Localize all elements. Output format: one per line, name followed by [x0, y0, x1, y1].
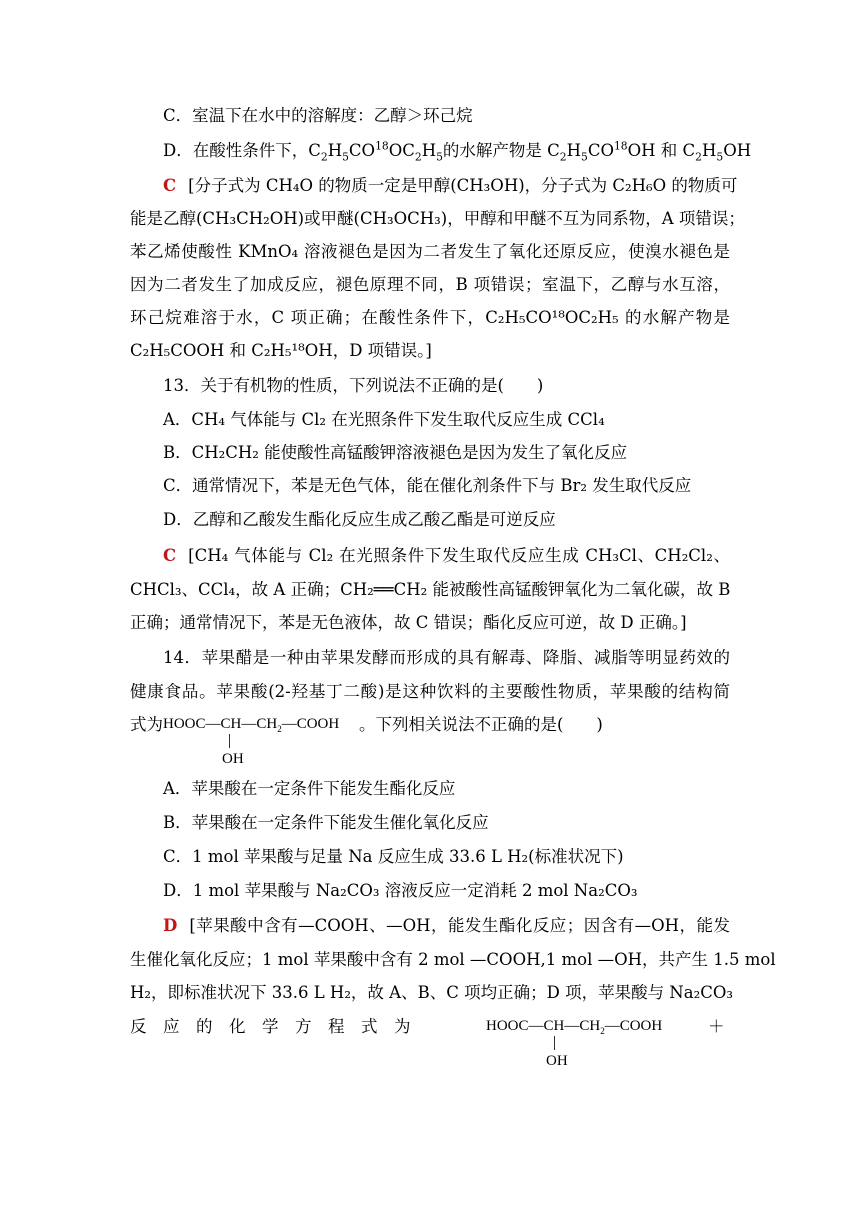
q12-option-d: D．在酸性条件下，$C_2H_5CO^{18}OC_2H_5$的水解产物是 $C_2H_5CO^{18}OH$ 和 $C_2H_5OH$: [163, 139, 752, 164]
q12-answer-letter: C: [163, 176, 177, 195]
q12-explanation-line-5: 环己烷难溶于水，C 项正确；在酸性条件下，C₂H₅CO¹⁸OC₂H₅ 的水解产物是: [130, 308, 730, 327]
q12-explanation-line-6: C₂H₅COOH 和 C₂H₅¹⁸OH，D 项错误。]: [130, 341, 432, 360]
q13-option-a: A．CH₄ 气体能与 Cl₂ 在光照条件下发生取代反应生成 CCl₄: [163, 410, 605, 429]
q12-explanation-line-2: 能是乙醇(CH₃CH₂OH)或甲醚(CH₃OCH₃)，甲醇和甲醚不互为同系物，A 项错误；: [130, 209, 745, 228]
q14-option-d: D．1 mol 苹果酸与 Na₂CO₃ 溶液反应一定消耗 2 mol Na₂CO₃: [163, 881, 638, 900]
q13-explanation-line-1: C [CH₄ 气体能与 Cl₂ 在光照条件下发生取代反应生成 CH₃Cl、CH₂Cl₂、: [163, 546, 730, 565]
q13-explanation-line-2: CHCl₃、CCl₄，故 A 正确；CH₂══CH₂ 能被酸性高锰酸钾氧化为二氧化碳，故 B: [130, 580, 731, 599]
q12-option-c: C．室温下在水中的溶解度：乙醇＞环己烷: [163, 106, 473, 125]
q13-option-c: C．通常情况下，苯是无色气体，能在催化剂条件下与 Br₂ 发生取代反应: [163, 476, 692, 495]
q14-explanation-line-3: H₂，即标准状况下 33.6 L H₂，故 A、B、C 项均正确；D 项，苹果酸与 Na₂CO₃: [130, 983, 733, 1002]
q14-option-c: C．1 mol 苹果酸与足量 Na 反应生成 33.6 L H₂(标准状况下): [163, 847, 624, 866]
malic-acid-structure: $HOOC—CH—CH_2—COOH$ OH: [163, 716, 340, 767]
q14-stem-line-1: 14．苹果醋是一种由苹果发酵而形成的具有解毒、降脂、减脂等明显药效的: [163, 648, 730, 667]
malic-acid-structure-equation: $HOOC—CH—CH_2—COOH$ OH: [486, 1018, 663, 1069]
q13-answer-letter: C: [163, 546, 177, 565]
q14-stem-line-3: 式为$HOOC—CH—CH_2—COOH$ OH 。下列相关说法不正确的是( ): [130, 715, 603, 767]
q14-stem-line-2: 健康食品。苹果酸(2-羟基丁二酸)是这种饮料的主要酸性物质，苹果酸的结构简: [130, 682, 730, 701]
q12-explanation-line-4: 因为二者发生了加成反应，褪色原理不同，B 项错误；室温下，乙醇与水互溶，: [130, 275, 730, 294]
q14-option-b: B．苹果酸在一定条件下能发生催化氧化反应: [163, 813, 489, 832]
q13-explanation-line-3: 正确；通常情况下，苯是无色液体，故 C 错误；酯化反应可逆，故 D 正确。]: [130, 613, 687, 632]
q13-option-d: D．乙醇和乙酸发生酯化反应生成乙酸乙酯是可逆反应: [163, 510, 556, 529]
q13-stem: 13．关于有机物的性质，下列说法不正确的是( ): [163, 376, 544, 395]
q14-explanation-line-4: 反 应 的 化 学 方 程 式 为: [130, 1017, 411, 1036]
q13-option-b: B．CH₂CH₂ 能使酸性高锰酸钾溶液褪色是因为发生了氧化反应: [163, 443, 628, 462]
q12-explanation-line-3: 苯乙烯使酸性 KMnO₄ 溶液褪色是因为二者发生了氧化还原反应，使溴水褪色是: [130, 242, 730, 261]
q12-explanation-line-1: C [分子式为 CH₄O 的物质一定是甲醇(CH₃OH)，分子式为 C₂H₆O 的物质可: [163, 176, 738, 195]
q14-explanation-line-1: D [苹果酸中含有—COOH、—OH，能发生酯化反应；因含有—OH，能发: [163, 916, 730, 935]
q14-explanation-line-2: 生催化氧化反应；1 mol 苹果酸中含有 2 mol —COOH,1 mol —OH，共产生 1.5 mol: [130, 950, 776, 969]
q14-answer-letter: D: [163, 916, 178, 935]
q14-option-a: A．苹果酸在一定条件下能发生酯化反应: [163, 779, 456, 798]
plus-sign: ＋: [708, 1017, 725, 1036]
